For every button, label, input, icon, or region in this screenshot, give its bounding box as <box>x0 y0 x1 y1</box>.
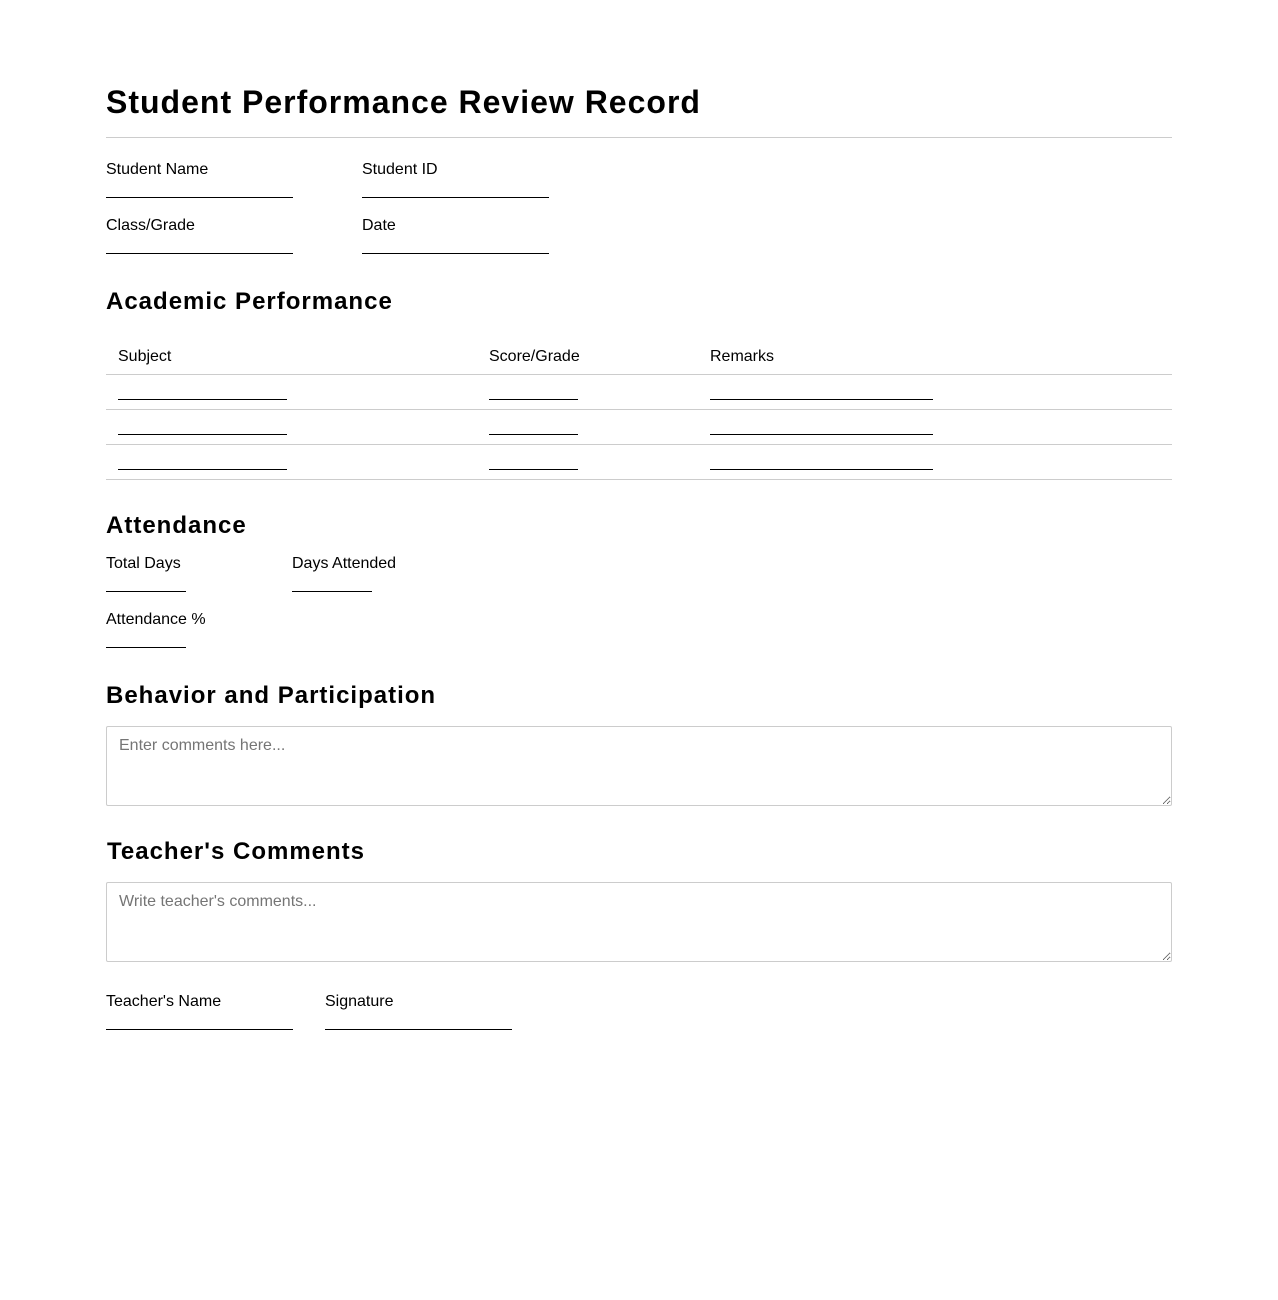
column-header-remarks: Remarks <box>710 348 775 365</box>
academic-table <box>106 340 1172 480</box>
score-input[interactable] <box>489 399 578 400</box>
student-name-field <box>106 160 208 180</box>
column-header-subject: Subject <box>118 348 172 365</box>
student-id-input[interactable] <box>362 197 549 198</box>
teacher-name-field <box>106 992 221 1012</box>
table-row <box>106 410 1172 445</box>
subject-input[interactable] <box>118 399 287 400</box>
date-field <box>362 216 396 236</box>
score-input[interactable] <box>489 469 578 470</box>
table-row <box>106 375 1172 410</box>
attendance-pct-label: Attendance % <box>106 611 206 628</box>
total-days-field <box>106 554 181 574</box>
subject-input[interactable] <box>118 469 287 470</box>
class-grade-label: Class/Grade <box>106 217 195 234</box>
teacher-name-label: Teacher's Name <box>106 993 222 1010</box>
subject-input[interactable] <box>118 434 287 435</box>
days-attended-field <box>292 554 396 574</box>
behavior-heading: Behavior and Participation <box>106 682 437 709</box>
remarks-input[interactable] <box>710 469 933 470</box>
column-header-score: Score/Grade <box>489 348 580 365</box>
academic-heading: Academic Performance <box>106 288 393 315</box>
date-input[interactable] <box>362 253 549 254</box>
days-attended-input[interactable] <box>292 591 372 592</box>
student-name-input[interactable] <box>106 197 293 198</box>
signature-input[interactable] <box>325 1029 512 1030</box>
class-grade-field <box>106 216 195 236</box>
student-name-label: Student Name <box>106 161 209 178</box>
page-title: Student Performance Review Record <box>106 84 701 120</box>
attendance-heading: Attendance <box>106 512 247 539</box>
behavior-comments-textarea[interactable] <box>106 726 1172 806</box>
teacher-comments-textarea[interactable] <box>106 882 1172 962</box>
total-days-input[interactable] <box>106 591 186 592</box>
teacher-name-input[interactable] <box>106 1029 293 1030</box>
signature-field <box>325 992 394 1012</box>
class-grade-input[interactable] <box>106 253 293 254</box>
table-row <box>106 445 1172 480</box>
remarks-input[interactable] <box>710 434 933 435</box>
date-label: Date <box>362 217 396 234</box>
table-header <box>106 340 1172 375</box>
signature-label: Signature <box>325 993 394 1010</box>
attendance-pct-input[interactable] <box>106 647 186 648</box>
score-input[interactable] <box>489 434 578 435</box>
student-id-label: Student ID <box>362 161 438 178</box>
remarks-input[interactable] <box>710 399 933 400</box>
attendance-pct-field <box>106 610 206 630</box>
days-attended-label: Days Attended <box>292 555 397 572</box>
title-divider <box>106 137 1172 138</box>
total-days-label: Total Days <box>106 555 181 572</box>
student-id-field <box>362 160 438 180</box>
teacher-comments-heading: Teacher's Comments <box>107 838 366 865</box>
